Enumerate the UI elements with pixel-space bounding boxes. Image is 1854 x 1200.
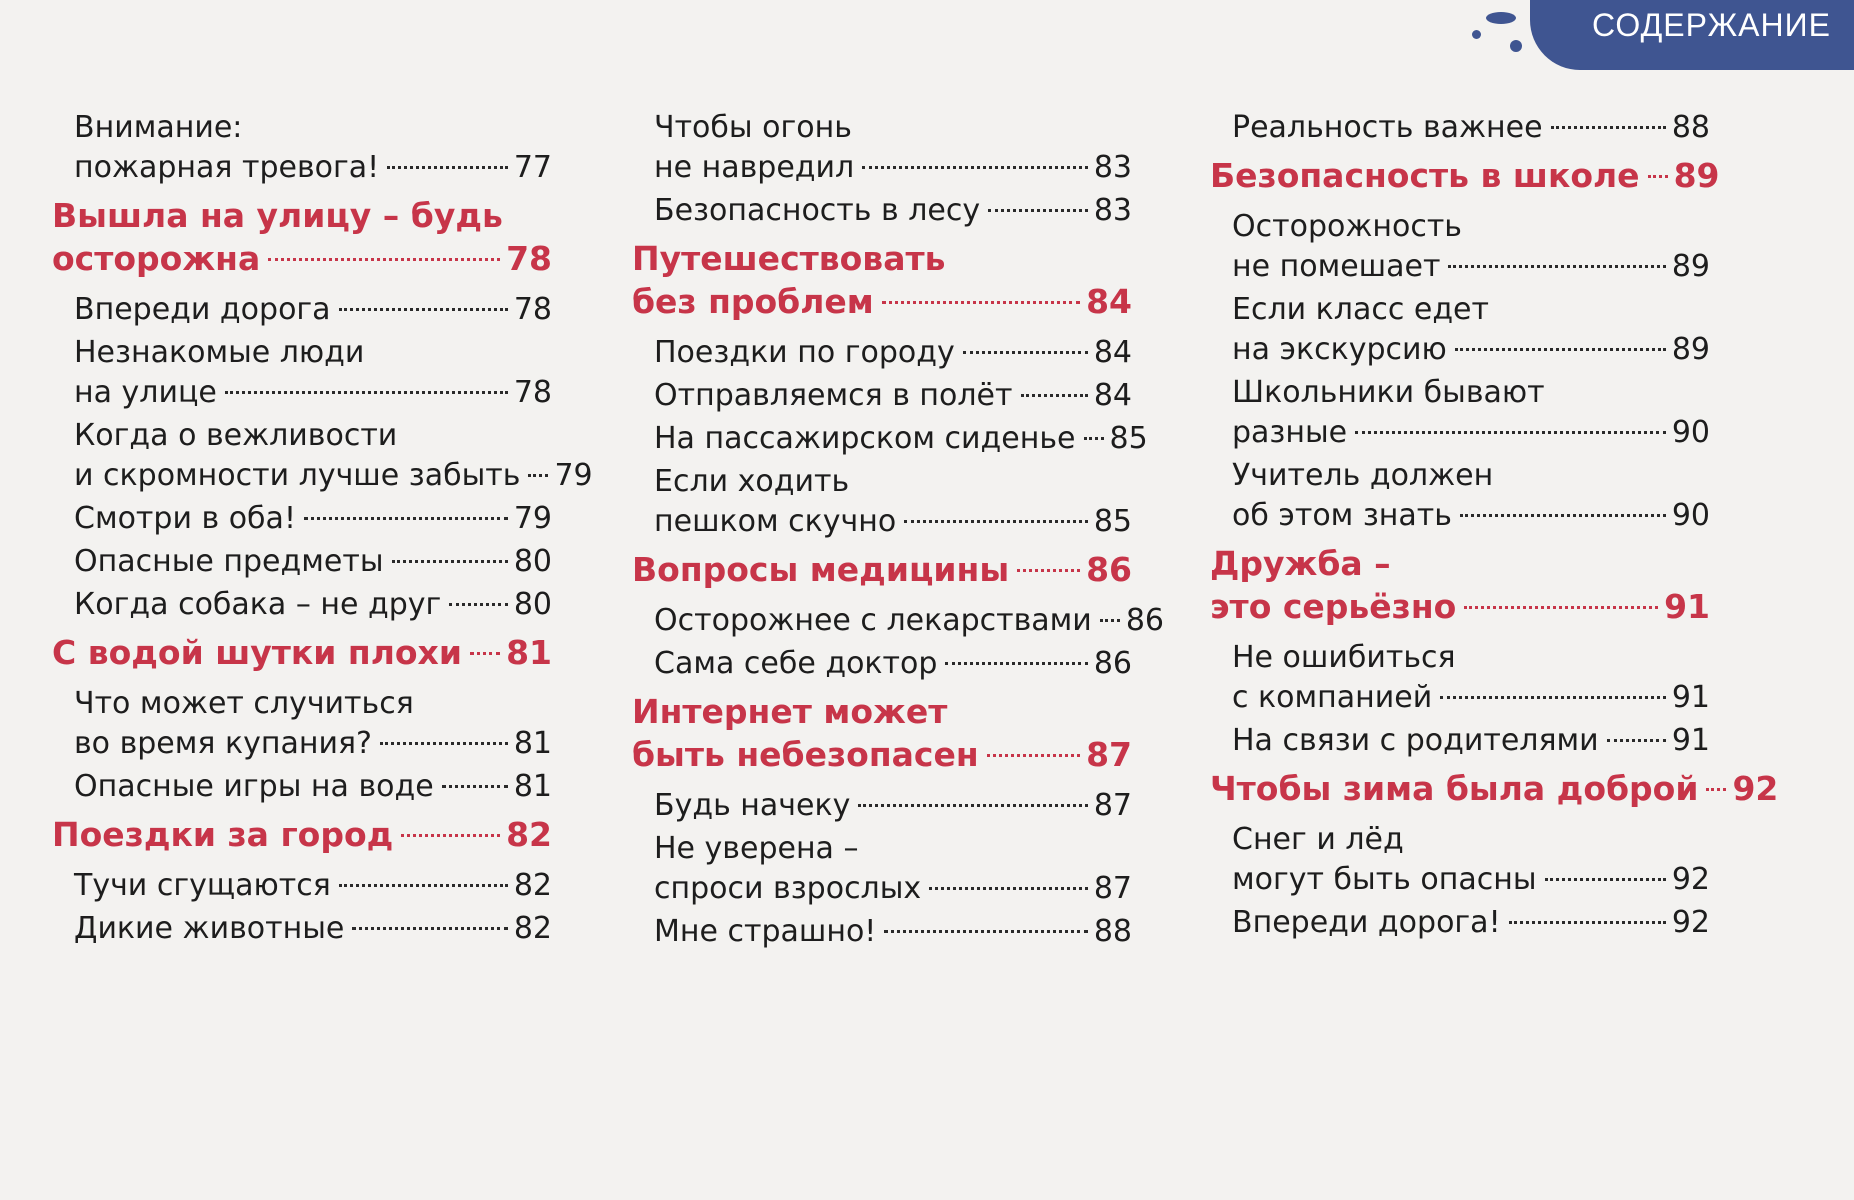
toc-entry [1210, 638, 1710, 718]
entry-title-line: Снег и лёд [1232, 822, 1404, 857]
entry-last-line [654, 869, 1132, 909]
dot-leader [1648, 175, 1668, 178]
entry-title-line: Не ошибиться [1232, 640, 1456, 675]
entry-title-line: без проблем [632, 282, 874, 321]
page-number: 78 [513, 292, 552, 327]
toc-entry [52, 684, 552, 764]
entry-title-line: не помешает [1232, 249, 1441, 284]
dot-leader [1084, 437, 1104, 440]
entry-title-line: Незнакомые люди [74, 335, 365, 370]
toc-entry [1210, 820, 1710, 900]
entry-title-line: Реальность важнее [1232, 110, 1543, 145]
entry-last-line [74, 456, 593, 496]
entry-last-line [74, 767, 552, 807]
page-number: 82 [513, 868, 552, 903]
entry-title-line: пожарная тревога! [74, 150, 380, 185]
entry-last-line [1210, 585, 1710, 628]
entry-title-line: не навредил [654, 150, 855, 185]
toc-entry [52, 416, 593, 496]
toc-entry [1210, 373, 1710, 453]
entry-title-line: Чтобы огонь [654, 110, 852, 145]
entry-title-line: на улице [74, 375, 217, 410]
entry-title-line: это серьёзно [1210, 587, 1457, 626]
entry-title-line: Впереди дорога [74, 292, 331, 327]
dot-leader [339, 308, 508, 311]
dot-leader [339, 884, 508, 887]
entry-title-line: Школьники бывают [1232, 375, 1545, 410]
page-number: 91 [1671, 680, 1710, 715]
entry-last-line [52, 813, 552, 856]
page-number: 87 [1093, 788, 1132, 823]
toc-entry [52, 499, 552, 539]
entry-title-line: На пассажирском сиденье [654, 421, 1076, 456]
tab-title: СОДЕРЖАНИЕ [1592, 7, 1831, 43]
entry-title-line: на экскурсию [1232, 332, 1447, 367]
entry-last-line [632, 548, 1132, 591]
entry-last-line [74, 499, 552, 539]
toc-column-2 [632, 108, 1164, 955]
entry-last-line [1232, 413, 1710, 453]
page-number: 86 [1093, 646, 1132, 681]
dot-leader [387, 166, 508, 169]
dot-leader [268, 258, 500, 261]
page-number: 91 [1664, 587, 1710, 626]
toc-entry [1210, 903, 1710, 943]
dot-leader [442, 785, 508, 788]
toc-section-heading [632, 548, 1132, 591]
page-number: 85 [1109, 421, 1148, 456]
page-number: 80 [513, 587, 552, 622]
toc-section-heading [52, 194, 552, 280]
page-number: 82 [506, 815, 552, 854]
section-tab [1530, 0, 1854, 70]
dot-leader [1509, 921, 1666, 924]
toc-entry [1210, 721, 1710, 761]
entry-title-line: Будь начеку [654, 788, 851, 823]
page-number: 81 [513, 769, 552, 804]
toc-entry [52, 108, 552, 188]
entry-title-line: С водой шутки плохи [52, 633, 462, 672]
dot-leader [963, 351, 1088, 354]
page-number: 92 [1671, 862, 1710, 897]
page-number: 83 [1093, 193, 1132, 228]
entry-last-line [632, 280, 1132, 323]
dot-leader [1551, 126, 1666, 129]
entry-last-line [654, 376, 1132, 416]
entry-title-line: Не уверена – [654, 831, 859, 866]
page-number: 84 [1086, 282, 1132, 321]
page-number: 81 [513, 726, 552, 761]
ink-dot-decoration [1510, 40, 1522, 52]
page-number: 78 [513, 375, 552, 410]
page-number: 87 [1086, 735, 1132, 774]
dot-leader [1464, 606, 1658, 609]
entry-last-line [1210, 767, 1779, 810]
entry-title-line: Вышла на улицу – будь [52, 196, 503, 235]
dot-leader [380, 742, 508, 745]
toc-column-3 [1210, 108, 1779, 946]
dot-leader [1545, 878, 1666, 881]
dot-leader [987, 754, 1080, 757]
dot-leader [1706, 788, 1726, 791]
entry-last-line [74, 542, 552, 582]
entry-last-line [74, 724, 552, 764]
entry-title-line: Интернет может [632, 692, 948, 731]
dot-leader [401, 834, 500, 837]
toc-section-heading [1210, 154, 1720, 197]
dot-leader [1017, 569, 1080, 572]
toc-entry [52, 767, 552, 807]
ink-dot-decoration [1472, 30, 1481, 39]
entry-title-line: На связи с родителями [1232, 723, 1599, 758]
entry-title-line: об этом знать [1232, 498, 1452, 533]
toc-entry [1210, 108, 1710, 148]
entry-title-line: Сама себе доктор [654, 646, 938, 681]
entry-last-line [1232, 496, 1710, 536]
toc-entry [632, 829, 1132, 909]
page-number: 91 [1671, 723, 1710, 758]
toc-section-heading [52, 631, 552, 674]
ink-splash-decoration [1486, 12, 1516, 24]
entry-last-line [632, 733, 1132, 776]
entry-title-line: осторожна [52, 239, 261, 278]
page-number: 89 [1671, 332, 1710, 367]
entry-last-line [1232, 108, 1710, 148]
dot-leader [392, 560, 508, 563]
entry-title-line: пешком скучно [654, 504, 897, 539]
page-number: 85 [1093, 504, 1132, 539]
entry-title-line: Если класс едет [1232, 292, 1489, 327]
dot-leader [470, 652, 500, 655]
entry-title-line: Чтобы зима была доброй [1210, 769, 1699, 808]
entry-last-line [654, 191, 1132, 231]
entry-title-line: Учитель должен [1232, 458, 1494, 493]
dot-leader [1021, 394, 1088, 397]
page-number: 86 [1125, 603, 1164, 638]
entry-last-line [74, 290, 552, 330]
toc-entry [632, 419, 1148, 459]
entry-last-line [654, 912, 1132, 952]
entry-title-line: Что может случиться [74, 686, 414, 721]
entry-title-line: Когда собака – не друг [74, 587, 442, 622]
entry-last-line [1210, 154, 1720, 197]
toc-entry [632, 333, 1132, 373]
entry-title-line: Дикие животные [74, 911, 345, 946]
toc-entry [52, 909, 552, 949]
entry-last-line [654, 419, 1148, 459]
dot-leader [1607, 739, 1666, 742]
page-number: 83 [1093, 150, 1132, 185]
dot-leader [449, 603, 508, 606]
entry-title-line: могут быть опасны [1232, 862, 1537, 897]
entry-title-line: Путешествовать [632, 239, 946, 278]
entry-last-line [654, 502, 1132, 542]
entry-last-line [654, 644, 1132, 684]
entry-last-line [654, 148, 1132, 188]
toc-entry [52, 866, 552, 906]
page-number: 84 [1093, 378, 1132, 413]
entry-last-line [1232, 721, 1710, 761]
dot-leader [1355, 431, 1666, 434]
page-number: 92 [1732, 769, 1779, 808]
toc-entry [632, 601, 1164, 641]
entry-title-line: во время купания? [74, 726, 372, 761]
dot-leader [225, 391, 508, 394]
toc-section-heading [52, 813, 552, 856]
toc-entry [52, 542, 552, 582]
toc-column-1 [52, 108, 593, 952]
entry-title-line: Опасные игры на воде [74, 769, 434, 804]
page-number: 77 [513, 150, 552, 185]
page-number: 78 [506, 239, 552, 278]
entry-title-line: разные [1232, 415, 1348, 450]
toc-section-heading [632, 237, 1132, 323]
page-number: 84 [1093, 335, 1132, 370]
toc-entry [1210, 456, 1710, 536]
entry-title-line: Когда о вежливости [74, 418, 398, 453]
entry-title-line: с компанией [1232, 680, 1433, 715]
toc-entry [52, 290, 552, 330]
dot-leader [1100, 619, 1120, 622]
entry-last-line [1232, 330, 1710, 370]
dot-leader [528, 474, 548, 477]
page-number: 89 [1673, 156, 1720, 195]
dot-leader [882, 301, 1080, 304]
toc-section-heading [1210, 542, 1710, 628]
toc-section-heading [1210, 767, 1779, 810]
entry-last-line [654, 333, 1132, 373]
page-number: 89 [1671, 249, 1710, 284]
dot-leader [1460, 514, 1666, 517]
entry-last-line [1232, 903, 1710, 943]
toc-entry [632, 376, 1132, 416]
entry-title-line: Мне страшно! [654, 914, 877, 949]
toc-entry [632, 912, 1132, 952]
dot-leader [988, 209, 1088, 212]
page-number: 80 [513, 544, 552, 579]
entry-last-line [52, 237, 552, 280]
dot-leader [1455, 348, 1666, 351]
entry-title-line: Опасные предметы [74, 544, 384, 579]
page-number: 90 [1671, 498, 1710, 533]
dot-leader [904, 520, 1088, 523]
toc-entry [52, 585, 552, 625]
entry-last-line [52, 631, 552, 674]
entry-last-line [654, 786, 1132, 826]
toc-entry [632, 108, 1132, 188]
toc-entry [1210, 207, 1710, 287]
entry-last-line [74, 585, 552, 625]
entry-title-line: Безопасность в школе [1210, 156, 1640, 195]
toc-entry [632, 786, 1132, 826]
toc-entry [632, 644, 1132, 684]
dot-leader [862, 166, 1088, 169]
entry-title-line: Внимание: [74, 110, 243, 145]
toc-entry [632, 191, 1132, 231]
entry-title-line: Безопасность в лесу [654, 193, 981, 228]
dot-leader [1448, 265, 1665, 268]
entry-last-line [74, 148, 552, 188]
entry-last-line [1232, 860, 1710, 900]
dot-leader [352, 927, 507, 930]
toc-entry [1210, 290, 1710, 370]
toc-entry [632, 462, 1132, 542]
entry-last-line [74, 909, 552, 949]
page-number: 92 [1671, 905, 1710, 940]
entry-last-line [74, 373, 552, 413]
entry-title-line: Впереди дорога! [1232, 905, 1501, 940]
entry-title-line: Поездки за город [52, 815, 394, 854]
page-number: 79 [513, 501, 552, 536]
dot-leader [945, 662, 1087, 665]
dot-leader [884, 930, 1087, 933]
dot-leader [304, 517, 508, 520]
entry-last-line [74, 866, 552, 906]
entry-title-line: Смотри в оба! [74, 501, 296, 536]
page-number: 82 [513, 911, 552, 946]
toc-entry [52, 333, 552, 413]
entry-title-line: Поездки по городу [654, 335, 955, 370]
page-number: 90 [1671, 415, 1710, 450]
entry-title-line: Дружба – [1210, 544, 1391, 583]
entry-title-line: спроси взрослых [654, 871, 922, 906]
entry-title-line: и скромности лучше забыть [74, 458, 521, 493]
entry-title-line: Если ходить [654, 464, 850, 499]
entry-title-line: Вопросы медицины [632, 550, 1010, 589]
page-number: 81 [506, 633, 552, 672]
page-number: 88 [1093, 914, 1132, 949]
page-number: 88 [1671, 110, 1710, 145]
page-number: 79 [554, 458, 593, 493]
entry-title-line: быть небезопасен [632, 735, 979, 774]
entry-last-line [1232, 247, 1710, 287]
dot-leader [929, 887, 1088, 890]
page-number: 87 [1093, 871, 1132, 906]
entry-title-line: Отправляемся в полёт [654, 378, 1013, 413]
dot-leader [1440, 696, 1666, 699]
page-number: 86 [1086, 550, 1132, 589]
entry-last-line [654, 601, 1164, 641]
entry-title-line: Осторожность [1232, 209, 1462, 244]
toc-section-heading [632, 690, 1132, 776]
entry-last-line [1232, 678, 1710, 718]
dot-leader [858, 804, 1087, 807]
entry-title-line: Тучи сгущаются [74, 868, 331, 903]
entry-title-line: Осторожнее с лекарствами [654, 603, 1092, 638]
